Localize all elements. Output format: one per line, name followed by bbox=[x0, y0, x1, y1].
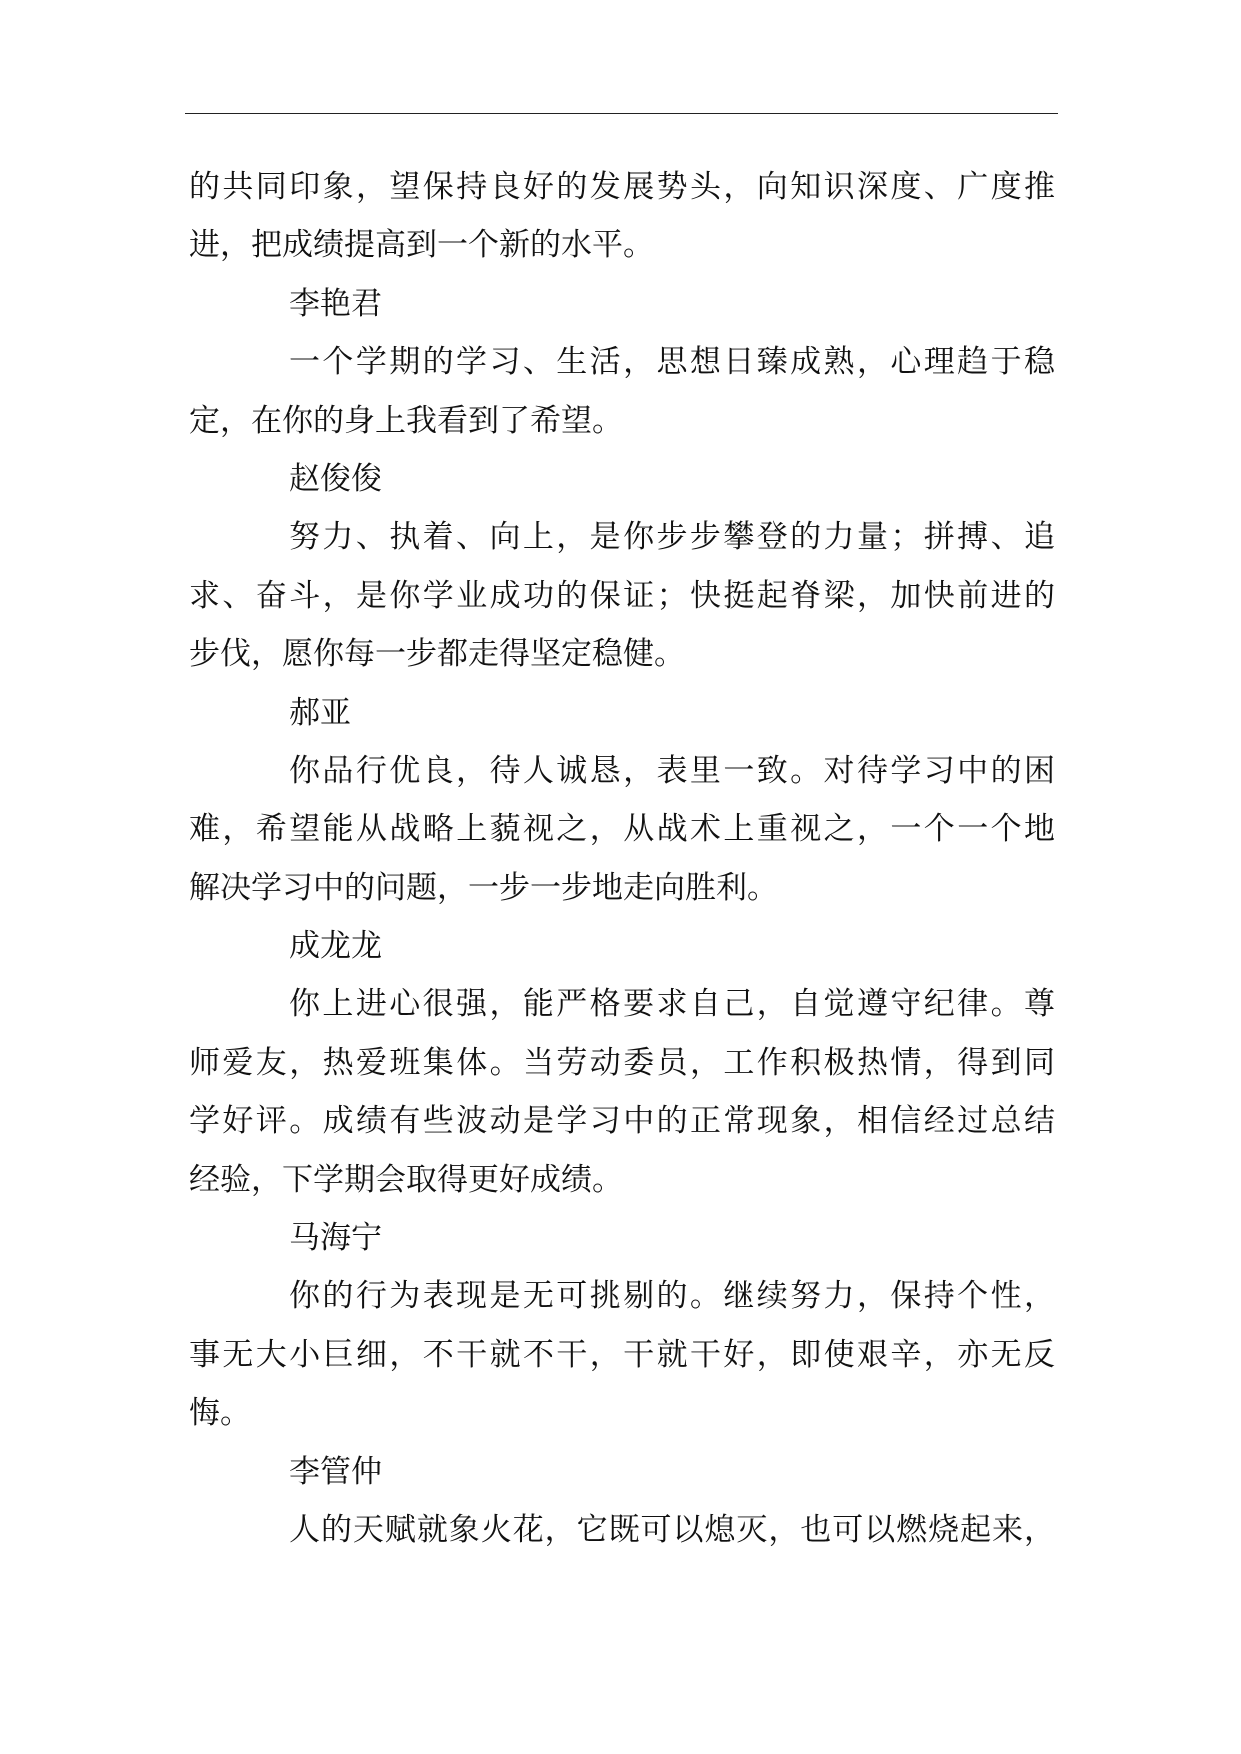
text-line: 郝亚 bbox=[289, 694, 351, 731]
text-line: 师爱友，热爱班集体。当劳动委员，工作积极热情，得到同 bbox=[189, 1044, 1055, 1081]
text-line: 人的天赋就象火花，它既可以熄灭，也可以燃烧起来， bbox=[289, 1511, 1055, 1548]
text-line: 努力、执着、向上，是你步步攀登的力量；拼搏、追 bbox=[289, 519, 1055, 556]
header-rule bbox=[185, 113, 1058, 114]
text-line: 事无大小巨细，不干就不干，干就干好，即使艰辛，亦无反 bbox=[189, 1336, 1055, 1373]
text-line: 经验，下学期会取得更好成绩。 bbox=[189, 1161, 623, 1198]
text-line: 一个学期的学习、生活，思想日臻成熟，心理趋于稳 bbox=[289, 344, 1055, 381]
text-line: 李艳君 bbox=[289, 285, 382, 322]
text-line: 你品行优良，待人诚恳，表里一致。对待学习中的困 bbox=[289, 752, 1055, 789]
document-body bbox=[189, 158, 1055, 1559]
text-line: 你的行为表现是无可挑剔的。继续努力，保持个性， bbox=[289, 1278, 1055, 1315]
text-line: 悔。 bbox=[189, 1395, 251, 1432]
text-line: 的共同印象，望保持良好的发展势头，向知识深度、广度推 bbox=[189, 169, 1055, 205]
text-line: 解决学习中的问题，一步一步地走向胜利。 bbox=[189, 869, 778, 906]
text-line: 成龙龙 bbox=[289, 928, 382, 965]
text-line: 定，在你的身上我看到了希望。 bbox=[189, 402, 623, 439]
text-line: 你上进心很强，能严格要求自己，自觉遵守纪律。尊 bbox=[289, 986, 1055, 1023]
text-line: 进，把成绩提高到一个新的水平。 bbox=[189, 227, 654, 264]
text-line: 赵俊俊 bbox=[289, 460, 382, 497]
text-line: 学好评。成绩有些波动是学习中的正常现象，相信经过总结 bbox=[189, 1103, 1055, 1140]
text-line: 求、奋斗，是你学业成功的保证；快挺起脊梁，加快前进的 bbox=[189, 577, 1055, 614]
text-line: 难，希望能从战略上藐视之，从战术上重视之，一个一个地 bbox=[189, 811, 1055, 848]
text-line: 步伐，愿你每一步都走得坚定稳健。 bbox=[189, 636, 685, 673]
text-line: 李管仲 bbox=[289, 1453, 382, 1490]
text-line: 马海宁 bbox=[289, 1220, 382, 1257]
